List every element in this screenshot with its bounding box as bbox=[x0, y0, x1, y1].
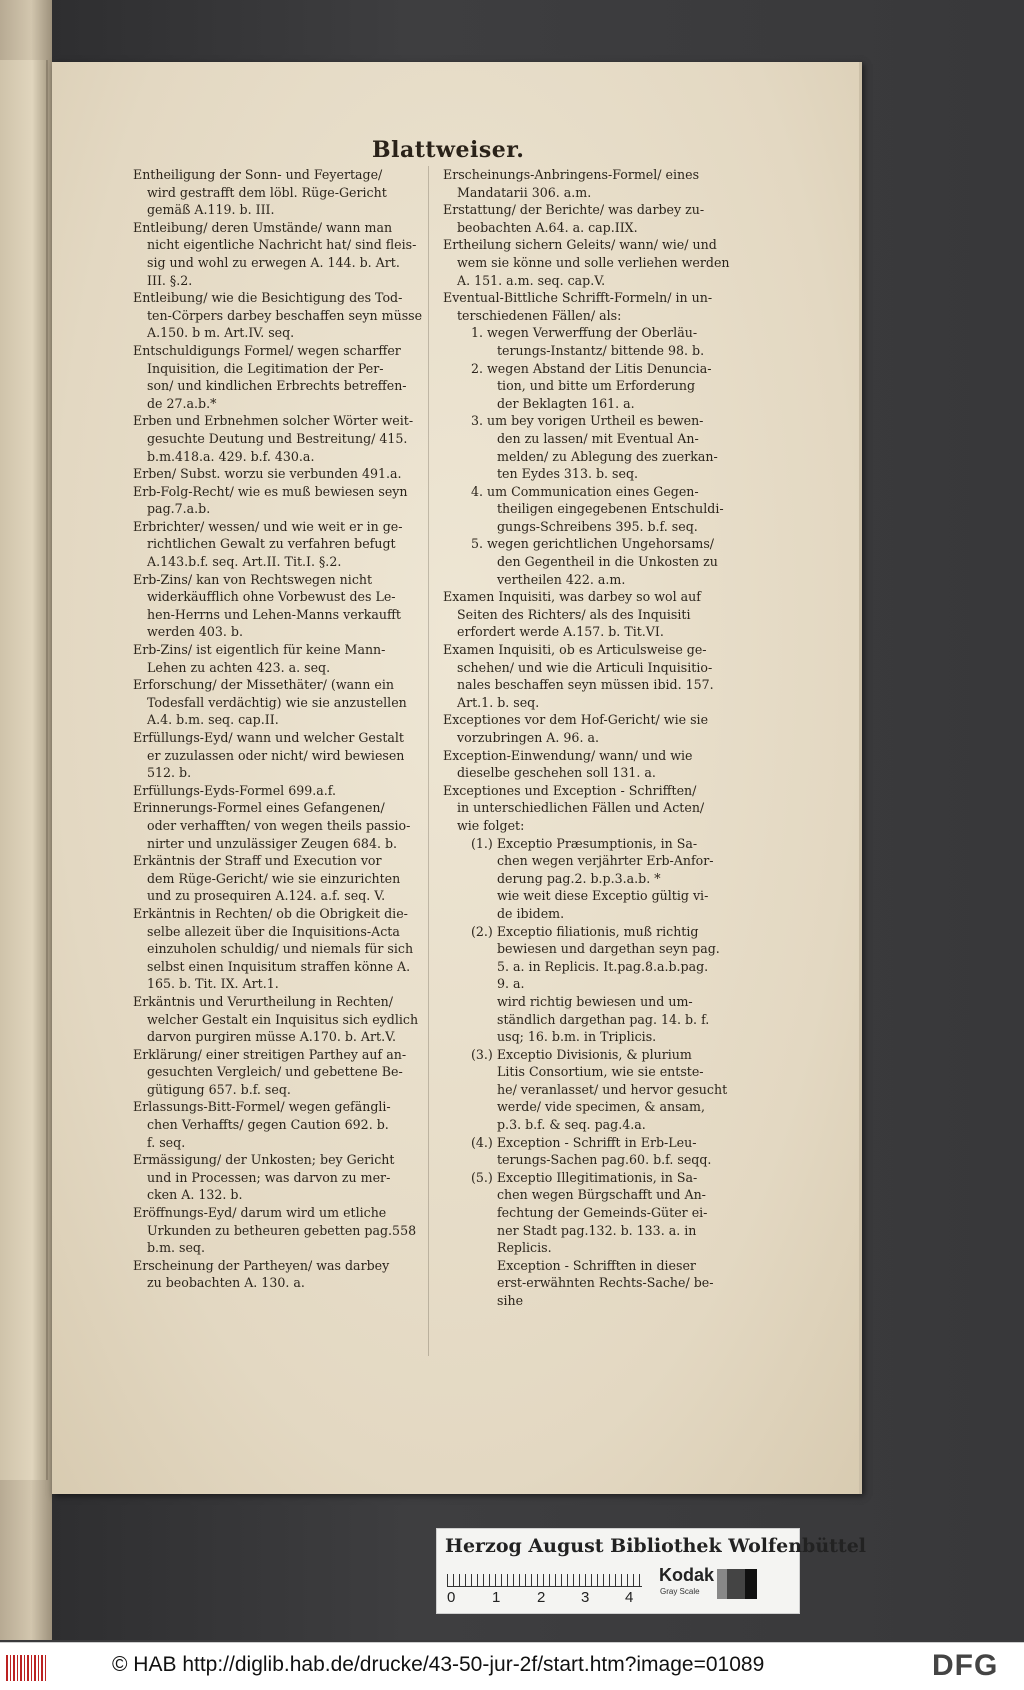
gray-patch bbox=[745, 1569, 757, 1599]
page-header: Blattweiser. bbox=[372, 137, 525, 163]
kodak-subtitle: Gray Scale bbox=[660, 1587, 700, 1596]
index-entry-line: Entheiligung der Sonn- und Feyertage/ bbox=[133, 167, 383, 182]
index-entry bbox=[133, 571, 425, 641]
kodak-brand: Kodak bbox=[659, 1565, 715, 1585]
index-column-right bbox=[443, 166, 733, 1310]
index-entry-line: wie weit diese Exceptio gültig vi- bbox=[497, 888, 709, 904]
index-entry-line: Exception-Einwendung/ wann/ und wie bbox=[443, 747, 693, 763]
index-entry-line: Urkunden zu betheuren gebetten pag.558 bbox=[147, 1222, 417, 1238]
index-entry-line: vorzubringen A. 96. a. bbox=[457, 730, 599, 745]
index-entry-line: Erstattung/ der Berichte/ was darbey zu- bbox=[443, 202, 705, 218]
index-entry-line: Erkäntnis der Straff und Execution vor bbox=[133, 853, 382, 869]
index-entry bbox=[133, 483, 425, 518]
index-entry-line: den zu lassen/ mit Eventual An- bbox=[497, 430, 699, 446]
index-entry-line: (5.) Exceptio Illegitimationis, in Sa- bbox=[471, 1169, 698, 1185]
index-entry-line: f. seq. bbox=[147, 1134, 186, 1150]
index-entry bbox=[133, 166, 425, 219]
index-entry-line: 3. um bey vorigen Urtheil es bewen- bbox=[471, 413, 704, 429]
index-entry bbox=[443, 588, 733, 641]
index-entry bbox=[133, 799, 425, 852]
index-entry-line: werde/ vide specimen, & ansam, bbox=[497, 1099, 705, 1115]
index-entry-line: 5. wegen gerichtlichen Ungehorsams/ bbox=[471, 536, 715, 552]
index-entry-line: und zu prosequiren A.124. a.f. seq. V. bbox=[147, 888, 386, 904]
index-entry-line: de ibidem. bbox=[497, 905, 565, 921]
dfg-logo: DFG bbox=[932, 1649, 999, 1682]
index-entry-line: Erkäntnis und Verurtheilung in Rechten/ bbox=[133, 993, 394, 1009]
index-entry bbox=[133, 342, 425, 412]
index-entry-line: ten Eydes 313. b. seq. bbox=[497, 466, 639, 482]
index-entry-line: Erbrichter/ wessen/ und wie weit er in ge- bbox=[133, 518, 403, 534]
index-entry-line: (4.) Exception - Schrifft in Erb-Leu- bbox=[471, 1134, 697, 1150]
index-entry bbox=[443, 412, 733, 482]
index-entry-line: und in Processen; was darvon zu mer- bbox=[147, 1169, 391, 1185]
index-entry-line: 9. a. bbox=[497, 976, 525, 992]
index-entry bbox=[443, 782, 733, 835]
index-entry-line: wem sie könne und solle verliehen werden bbox=[457, 254, 730, 270]
index-entry-line: bewiesen und dargethan seyn pag. bbox=[497, 941, 720, 957]
index-entry-line: richtlichen Gewalt zu verfahren befugt bbox=[147, 536, 396, 552]
index-entry-line: gemäß A.119. b. III. bbox=[147, 202, 275, 218]
index-entry bbox=[133, 1151, 425, 1204]
index-entry bbox=[133, 1098, 425, 1151]
index-entry bbox=[443, 483, 733, 536]
index-entry-line: erst-erwähnten Rechts-Sache/ be- bbox=[497, 1275, 714, 1291]
index-entry-line: Ertheilung sichern Geleits/ wann/ wie/ und bbox=[443, 237, 717, 253]
index-entry-line: Seiten des Richters/ als des Inquisiti bbox=[457, 606, 691, 622]
index-entry-line: welcher Gestalt ein Inquisitus sich eydlich bbox=[147, 1011, 419, 1027]
barcode-icon bbox=[6, 1655, 48, 1681]
index-entry-line: 5. a. in Replicis. It.pag.8.a.b.pag. bbox=[497, 958, 709, 974]
index-entry bbox=[133, 465, 425, 483]
index-entry-line: Examen Inquisiti, was darbey so wol auf bbox=[443, 589, 701, 605]
card-title: Herzog August Bibliothek Wolfenbüttel bbox=[445, 1535, 866, 1557]
index-entry-line: Todesfall verdächtig) wie sie anzustellen bbox=[147, 694, 407, 710]
index-entry-line: terungs-Sachen pag.60. b.f. seqq. bbox=[497, 1152, 712, 1168]
index-entry-line: (2.) Exceptio filiationis, muß richtig bbox=[471, 923, 699, 939]
index-entry bbox=[133, 1257, 425, 1292]
credit-link[interactable]: © HAB http://diglib.hab.de/drucke/43-50-jur-2f/start.htm?image=01089 bbox=[112, 1653, 765, 1676]
index-entry-line: Replicis. bbox=[497, 1240, 552, 1256]
index-entry-line: Inquisition, die Legitimation der Per- bbox=[147, 360, 384, 376]
index-entry-line: sig und wohl zu erwegen A. 144. b. Art. bbox=[147, 254, 400, 270]
gray-patch bbox=[727, 1569, 745, 1599]
index-entry-line: dem Rüge-Gericht/ wie sie einzurichten bbox=[147, 870, 401, 886]
index-entry-line: vertheilen 422. a.m. bbox=[497, 571, 626, 587]
index-entry-line: 512. b. bbox=[147, 765, 192, 781]
index-entry bbox=[133, 289, 425, 342]
index-entry-line: Entleibung/ deren Umstände/ wann man bbox=[133, 219, 393, 235]
index-entry-line: melden/ zu Ablegung des zuerkan- bbox=[497, 448, 718, 464]
index-entry-line: A.150. b m. Art.IV. seq. bbox=[147, 325, 295, 341]
index-entry-line: gesuchte Deutung und Bestreitung/ 415. bbox=[147, 430, 408, 446]
index-entry-line: wie folget: bbox=[457, 817, 525, 833]
index-entry bbox=[133, 729, 425, 782]
scale-number: 0 bbox=[447, 1589, 456, 1606]
index-entry bbox=[443, 166, 733, 201]
index-entry-line: cken A. 132. b. bbox=[147, 1187, 243, 1203]
index-entry-line: theiligen eingegebenen Entschuldi- bbox=[497, 501, 724, 517]
scale-number: 4 bbox=[625, 1589, 634, 1606]
index-entry-line: Entleibung/ wie die Besichtigung des Tod- bbox=[133, 290, 403, 306]
index-entry-line: schehen/ und wie die Articuli Inquisitio- bbox=[457, 659, 713, 675]
footer-bar bbox=[0, 1642, 1024, 1690]
index-entry-line: sihe bbox=[497, 1293, 524, 1308]
index-entry bbox=[133, 518, 425, 571]
index-entry-line: nirter und unzulässiger Zeugen 684. b. bbox=[147, 835, 398, 851]
index-entry-line: chen Verhaffts/ gegen Caution 692. b. bbox=[147, 1117, 389, 1133]
index-entry bbox=[443, 641, 733, 711]
index-entry-line: Eröffnungs-Eyd/ darum wird um etliche bbox=[133, 1205, 387, 1221]
index-entry-line: b.m.418.a. 429. b.f. 430.a. bbox=[147, 448, 315, 464]
index-entry-line: fechtung der Gemeinds-Güter ei- bbox=[497, 1205, 708, 1221]
index-entry-line: Erb-Zins/ kan von Rechtswegen nicht bbox=[133, 571, 373, 587]
index-entry-line: Erb-Folg-Recht/ wie es muß bewiesen seyn bbox=[133, 483, 408, 499]
index-entry bbox=[133, 219, 425, 289]
index-entry-line: A.4. b.m. seq. cap.II. bbox=[147, 712, 279, 728]
index-entry-line: derung pag.2. b.p.3.a.b. * bbox=[497, 870, 661, 886]
index-entry-line: in unterschiedlichen Fällen und Acten/ bbox=[457, 800, 705, 816]
index-entry bbox=[443, 360, 733, 413]
index-entry-line: de 27.a.b.* bbox=[147, 395, 217, 411]
index-entry-line: Erinnerungs-Formel eines Gefangenen/ bbox=[133, 800, 385, 816]
index-entry-line: 1. wegen Verwerffung der Oberläu- bbox=[471, 325, 698, 341]
index-entry-line: pag.7.a.b. bbox=[147, 501, 211, 517]
index-entry-line: Art.1. b. seq. bbox=[457, 694, 540, 710]
index-entry-line: chen wegen verjährter Erb-Anfor- bbox=[497, 853, 714, 869]
index-entry-line: usq; 16. b.m. in Triplicis. bbox=[497, 1029, 657, 1045]
index-entry bbox=[133, 1204, 425, 1257]
index-entry-line: Mandatarii 306. a.m. bbox=[457, 184, 592, 200]
index-entry-line: Erklärung/ einer streitigen Parthey auf an- bbox=[133, 1046, 407, 1062]
index-entry-line: Erscheinungs-Anbringens-Formel/ eines bbox=[443, 167, 700, 182]
index-entry-line: III. §.2. bbox=[147, 272, 193, 288]
index-entry bbox=[133, 782, 425, 800]
index-entry-line: he/ veranlasset/ und hervor gesucht bbox=[497, 1081, 728, 1097]
index-entry-line: gungs-Schreibens 395. b.f. seq. bbox=[497, 518, 698, 534]
gray-patch bbox=[717, 1569, 727, 1599]
index-entry-line: der Beklagten 161. a. bbox=[497, 395, 635, 411]
index-entry bbox=[133, 852, 425, 905]
index-entry-line: nales beschaffen seyn müssen ibid. 157. bbox=[457, 677, 714, 693]
index-entry-line: erfordert werde A.157. b. Tit.VI. bbox=[457, 624, 664, 640]
index-entry-line: Exceptiones vor dem Hof-Gericht/ wie sie bbox=[443, 712, 709, 728]
index-entry-line: zu beobachten A. 130. a. bbox=[147, 1275, 305, 1291]
index-entry-line: A. 151. a.m. seq. cap.V. bbox=[457, 272, 606, 288]
index-entry-line: werden 403. b. bbox=[147, 624, 243, 640]
index-entry-line: terschiedenen Fällen/ als: bbox=[457, 307, 622, 323]
index-entry-line: 2. wegen Abstand der Litis Denuncia- bbox=[471, 360, 712, 376]
index-entry-line: terungs-Instantz/ bittende 98. b. bbox=[497, 342, 705, 358]
index-entry-line: selbe allezeit über die Inquisitions-Acta bbox=[147, 923, 400, 939]
index-entry bbox=[133, 993, 425, 1046]
index-entry bbox=[133, 905, 425, 993]
index-entry-line: gesuchten Vergleich/ und gebettene Be- bbox=[147, 1064, 403, 1080]
scale-ruler bbox=[447, 1565, 642, 1587]
index-entry-line: darvon purgiren müsse A.170. b. Art.V. bbox=[147, 1029, 396, 1045]
scale-numbers bbox=[447, 1589, 657, 1609]
index-entry bbox=[443, 324, 733, 359]
index-entry-line: (3.) Exceptio Divisionis, & plurium bbox=[471, 1046, 692, 1062]
index-entry bbox=[133, 412, 425, 465]
index-entry bbox=[133, 676, 425, 729]
index-entry-line: beobachten A.64. a. cap.IIX. bbox=[457, 219, 638, 235]
index-entry-line: son/ und kindlichen Erbrechts betreffen- bbox=[147, 378, 407, 394]
index-entry bbox=[443, 711, 733, 746]
index-entry bbox=[133, 1046, 425, 1099]
index-entry-line: Erlassungs-Bitt-Formel/ wegen gefängli- bbox=[133, 1099, 391, 1115]
index-entry-line: dieselbe geschehen soll 131. a. bbox=[457, 765, 656, 781]
index-entry-line: Ermässigung/ der Unkosten; bey Gericht bbox=[133, 1152, 395, 1168]
index-entry-line: hen-Herrns und Lehen-Manns verkaufft bbox=[147, 606, 401, 622]
index-entry bbox=[443, 1169, 733, 1310]
index-entry-line: ner Stadt pag.132. b. 133. a. in bbox=[497, 1222, 697, 1238]
index-entry bbox=[443, 835, 733, 923]
index-entry-line: tion, und bitte um Erforderung bbox=[497, 378, 696, 394]
index-entry-line: wird gestrafft dem löbl. Rüge-Gericht bbox=[147, 184, 387, 200]
index-entry bbox=[443, 1134, 733, 1169]
index-entry-line: nicht eigentliche Nachricht hat/ sind fleis- bbox=[147, 237, 417, 253]
index-entry-line: Eventual-Bittliche Schrifft-Formeln/ in un- bbox=[443, 290, 713, 306]
index-entry-line: Erscheinung der Partheyen/ was darbey bbox=[133, 1257, 390, 1273]
index-entry-line: Examen Inquisiti, ob es Articulsweise ge- bbox=[443, 642, 707, 658]
index-entry-line: wird richtig bewiesen und um- bbox=[497, 993, 693, 1009]
scale-number: 2 bbox=[537, 1589, 546, 1606]
index-entry-line: Erkäntnis in Rechten/ ob die Obrigkeit die- bbox=[133, 905, 408, 921]
index-entry bbox=[443, 535, 733, 588]
index-entry-line: p.3. b.f. & seq. pag.4.a. bbox=[497, 1117, 646, 1133]
index-entry-line: oder verhafften/ von wegen theils passio- bbox=[147, 817, 411, 833]
index-entry bbox=[443, 923, 733, 1046]
index-entry-line: den Gegentheil in die Unkosten zu bbox=[497, 554, 718, 570]
index-entry-line: (1.) Exceptio Præsumptionis, in Sa- bbox=[471, 835, 698, 851]
previous-page-edge bbox=[0, 60, 48, 1480]
index-entry bbox=[443, 289, 733, 324]
index-entry-line: 4. um Communication eines Gegen- bbox=[471, 483, 699, 499]
index-entry-line: er zuzulassen oder nicht/ wird bewiesen bbox=[147, 747, 405, 763]
index-entry-line: widerkäufflich ohne Vorbewust des Le- bbox=[147, 589, 396, 605]
index-entry-line: Erben/ Subst. worzu sie verbunden 491.a. bbox=[133, 466, 402, 482]
index-entry-line: Erfüllungs-Eyds-Formel 699.a.f. bbox=[133, 782, 336, 798]
index-entry-line: selbst einen Inquisitum straffen könne A. bbox=[147, 958, 411, 974]
index-entry-line: Erben und Erbnehmen solcher Wörter weit- bbox=[133, 413, 414, 429]
index-entry bbox=[443, 236, 733, 289]
index-entry-line: ten-Cörpers darbey beschaffen seyn müsse bbox=[147, 307, 423, 323]
index-entry-line: ständlich dargethan pag. 14. b. f. bbox=[497, 1011, 710, 1027]
index-entry bbox=[443, 747, 733, 782]
column-divider bbox=[428, 166, 429, 1356]
scale-number: 3 bbox=[581, 1589, 590, 1606]
index-entry-line: b.m. seq. bbox=[147, 1240, 205, 1256]
index-entry-line: chen wegen Bürgschafft und An- bbox=[497, 1187, 706, 1203]
index-entry-line: gütigung 657. b.f. seq. bbox=[147, 1081, 291, 1097]
index-entry-line: Erfüllungs-Eyd/ wann und welcher Gestalt bbox=[133, 730, 404, 745]
index-entry-line: Erb-Zins/ ist eigentlich für keine Mann- bbox=[133, 642, 386, 658]
index-entry-line: einzuholen schuldig/ und niemals für sich bbox=[147, 941, 414, 957]
index-entry bbox=[443, 201, 733, 236]
index-entry-line: Erforschung/ der Missethäter/ (wann ein bbox=[133, 677, 394, 693]
index-entry bbox=[133, 641, 425, 676]
index-entry-line: Lehen zu achten 423. a. seq. bbox=[147, 659, 331, 675]
index-entry-line: Exception - Schrifften in dieser bbox=[497, 1257, 696, 1273]
index-entry bbox=[443, 1046, 733, 1134]
index-entry-line: Exceptiones und Exception - Schrifften/ bbox=[443, 782, 697, 798]
index-entry-line: Litis Consortium, wie sie entste- bbox=[497, 1064, 704, 1080]
index-entry-line: Entschuldigungs Formel/ wegen scharffer bbox=[133, 342, 401, 358]
index-entry-line: 165. b. Tit. IX. Art.1. bbox=[147, 976, 279, 992]
index-column-left bbox=[133, 166, 425, 1292]
scale-number: 1 bbox=[492, 1589, 501, 1606]
color-calibration-card bbox=[436, 1528, 866, 1614]
index-entry-line: A.143.b.f. seq. Art.II. Tit.I. §.2. bbox=[147, 554, 342, 570]
